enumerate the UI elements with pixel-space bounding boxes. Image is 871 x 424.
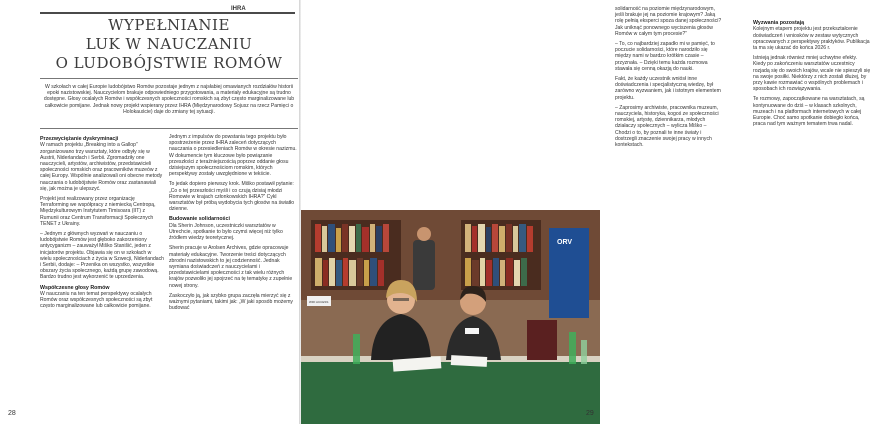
section-tag: IHRA [231, 6, 246, 12]
photo-illustration [301, 210, 600, 424]
lead-divider [40, 128, 298, 129]
right-page [301, 0, 871, 424]
paragraph: Kolejnym etapem projektu jest przekształcenie doświadczeń i wniosków w zestaw wytycznych opracowanych z perspektywy praktyków. Publikacja ta ma się ukazać do końca 2026 r. [753, 26, 870, 52]
paragraph: Te rozmowy, zapoczątkowane na warsztatach, są kontynuowane do dziś – w klasach szkolnych, muzeach i na platformach internetowych w całej Europie. Choć samo spotkanie dobiegło końca, praca nad tym ważnym tematem trwa nadal. [753, 96, 865, 128]
left-column-1 [40, 134, 164, 410]
paragraph: W nauczaniu na ten temat perspektywy ocalałych Romów oraz współczesnych społeczności są zbyt często marginalizowane lub całkowicie pomijane. [40, 291, 153, 310]
title-divider [40, 78, 298, 79]
paragraph: – To, co najbardziej zapadło mi w pamięć, to poczucie solidarności, które narodziło się między nami w bardzo krótkim czasie – przyznała. – Dzięki temu każda rozmowa stawała się cenną okazją do nauki. [615, 41, 715, 72]
paragraph: – Jednym z głównych wyzwań w nauczaniu o ludobójstwie Romów jest głęboko zakorzeniony antycyganizm – zauważył Miško Stanišić, jeden z inicjatorów projektu. Objawia się on w szkołach w wielu społecznościach z życia w Szwecji, Niderlandach i Serbii, dodaje: – Przenika on wszystko, wszystkie obszary życia społecznego, każdą grupę zawodową. Bardzo trudno jest wykorzenić te uprzedzenia. [40, 231, 165, 281]
paragraph: solidarność na poziomie międzynarodowym, jeśli brakuje jej na poziomie krajowym? Jaką rolę pełnią eksperci spoza danej społeczności? Jak uniknąć ponownego wyciszenia głosów Romów w całym tym procesie?” [615, 6, 722, 37]
lead-paragraph: W szkołach w całej Europie ludobójstwo Romów pozostaje jednym z najsłabiej omawianych rozdziałów historii epoki nazistowskiej. Nauczycielom brakuje odpowiedniego przygotowania, a materiały edukacyjne są trudno dostępne. Głosy ocalałych Romów i współczesnych społeczności romskich są zbyt często marginalizowane lub całkowicie pomijane. Jednak nowy projekt wspierany przez IHRA (Międzynarodowy Sojusz na rzecz Pamięci o Holokauście) daje do zmiany tej sytuacji. [43, 84, 295, 115]
right-column-2 [753, 18, 871, 198]
paragraph: Sherin pracuje w Arolsen Archives, gdzie opracowuje materiały edukacyjne. Tworzenie treści dotyczących zbrodni nazistowskich to jej codzienność. Jednak wymiana doświadczeń z nauczycielami i przedstawicielami społeczności z tak wielu różnych krajów pozwoliło jej spojrzeć na tę tematykę z zupełnie nowej strony. [169, 245, 293, 289]
subheading: Przezwyciężanie dyskryminacji [40, 136, 119, 142]
subheading: Budowanie solidarności [169, 216, 230, 223]
paragraph: Projekt jest realizowany przez organizację Terraforming we współpracy z niemiecką Centropą, Międzykulturowym Instytutem Timisoara (IIT) z Rumunii oraz Centrum Transformacji Społecznych TENET z Ukrainy. [40, 196, 156, 227]
paragraph: – Zaprosimy archiwiste, pracownika muzeum, nauczyciela, historyka, kogoś ze społeczności romskiej, artystę, dziennikarza, młodych działaczy społecznych – wylicza Miško – Chodzi o to, by poznali te inne światy i dostrzegli znaczenie swojej pracy w innych kontekstach. [615, 104, 719, 149]
paragraph: Jednym z impulsów do powstania tego projektu było spostrzeżenie przez IHRA zaleceń dotyczących nauczania o przesiedleniach Romów w okresie nazizmu. W dokumencie tym kluczowe było powiązanie przeszłości z teraźniejszością poprzez oddanie głosu dzisiejszym społecznościom romskim, których perspektywy zostały uwzględnione w tekście. [169, 134, 297, 178]
banner-text: ORV [557, 239, 573, 246]
header-rule [40, 12, 295, 14]
left-page [0, 0, 299, 424]
paragraph: Istnieją jednak również mniej uchwytne efekty. Kiedy po zakończeniu warsztatów uczestnicy rozjadą się do swoich krajów, wcale nie spieszyli się na swoje posiłki. Niektórzy z nich zostali dłużej, by przy kawie rozmawiać o wspólnych problemach i sposobach ich rozwiązywania. [753, 55, 871, 93]
paragraph: To jedak dopiero pierwszy krok. Miško postawił pytanie: „Co o tej przeszłości myśli i co czują dzisiaj młodzi Romowie w krajach członkowskich IHRA?” Cykl warsztatów był próbą wydobycia tych głosów na światło dzienne. [169, 181, 295, 213]
right-column-1 [615, 6, 723, 204]
bookshelf [461, 220, 541, 290]
article-title [40, 16, 298, 73]
table [301, 360, 600, 424]
paragraph: W ramach projektu „Breaking into a Gallop” zorganizowano trzy warsztaty, które odbyły się w Austrii, Niderlandach i Serbii. Zgromadziły one nauczycieli, artystów, archiwistów, przedstawicieli społeczności romskich oraz pracowników muzeów z całej Europy. Wspólnie analizowali oni obecne metody nauczania o ludobójstwie Romów oraz zastanawiali się, jak można je ulepszyć. [40, 142, 163, 192]
page-number-right: 29 [586, 410, 594, 417]
left-column-2 [169, 134, 298, 410]
page-number-left: 28 [8, 410, 16, 417]
subheading: Współczesne głosy Romów [40, 284, 110, 291]
paragraph: Zaskoczyło ją, jak szybko grupa zaczęła mierzyć się z ważnymi pytaniami, takimi jak: „W jaki sposób możemy budować [169, 292, 293, 312]
paragraph: Fakt, że każdy uczestnik wniósł inne doświadczenia i specjalistyczną wiedzę, był zarówno wyzwaniem, jak i istotnym elementem projektu. [615, 76, 721, 101]
workshop-photo [301, 210, 600, 424]
title-line: O LUDOBÓJSTWIE ROMÓW [55, 54, 283, 72]
title-line: WYPEŁNIANIE [108, 16, 230, 34]
subheading: Wyzwania pozostają [753, 20, 805, 26]
title-line: LUK W NAUCZANIU [85, 35, 253, 53]
paragraph: Dla Sherin Johnson, uczestniczki warsztatów w Utrechcie, spotkanie to było czymś więcej niż tylko źródłem wiedzy teoretycznej. [169, 222, 283, 242]
bookshelf [311, 220, 401, 290]
wifi-sign-text: WIFI ACCESS [309, 300, 329, 304]
